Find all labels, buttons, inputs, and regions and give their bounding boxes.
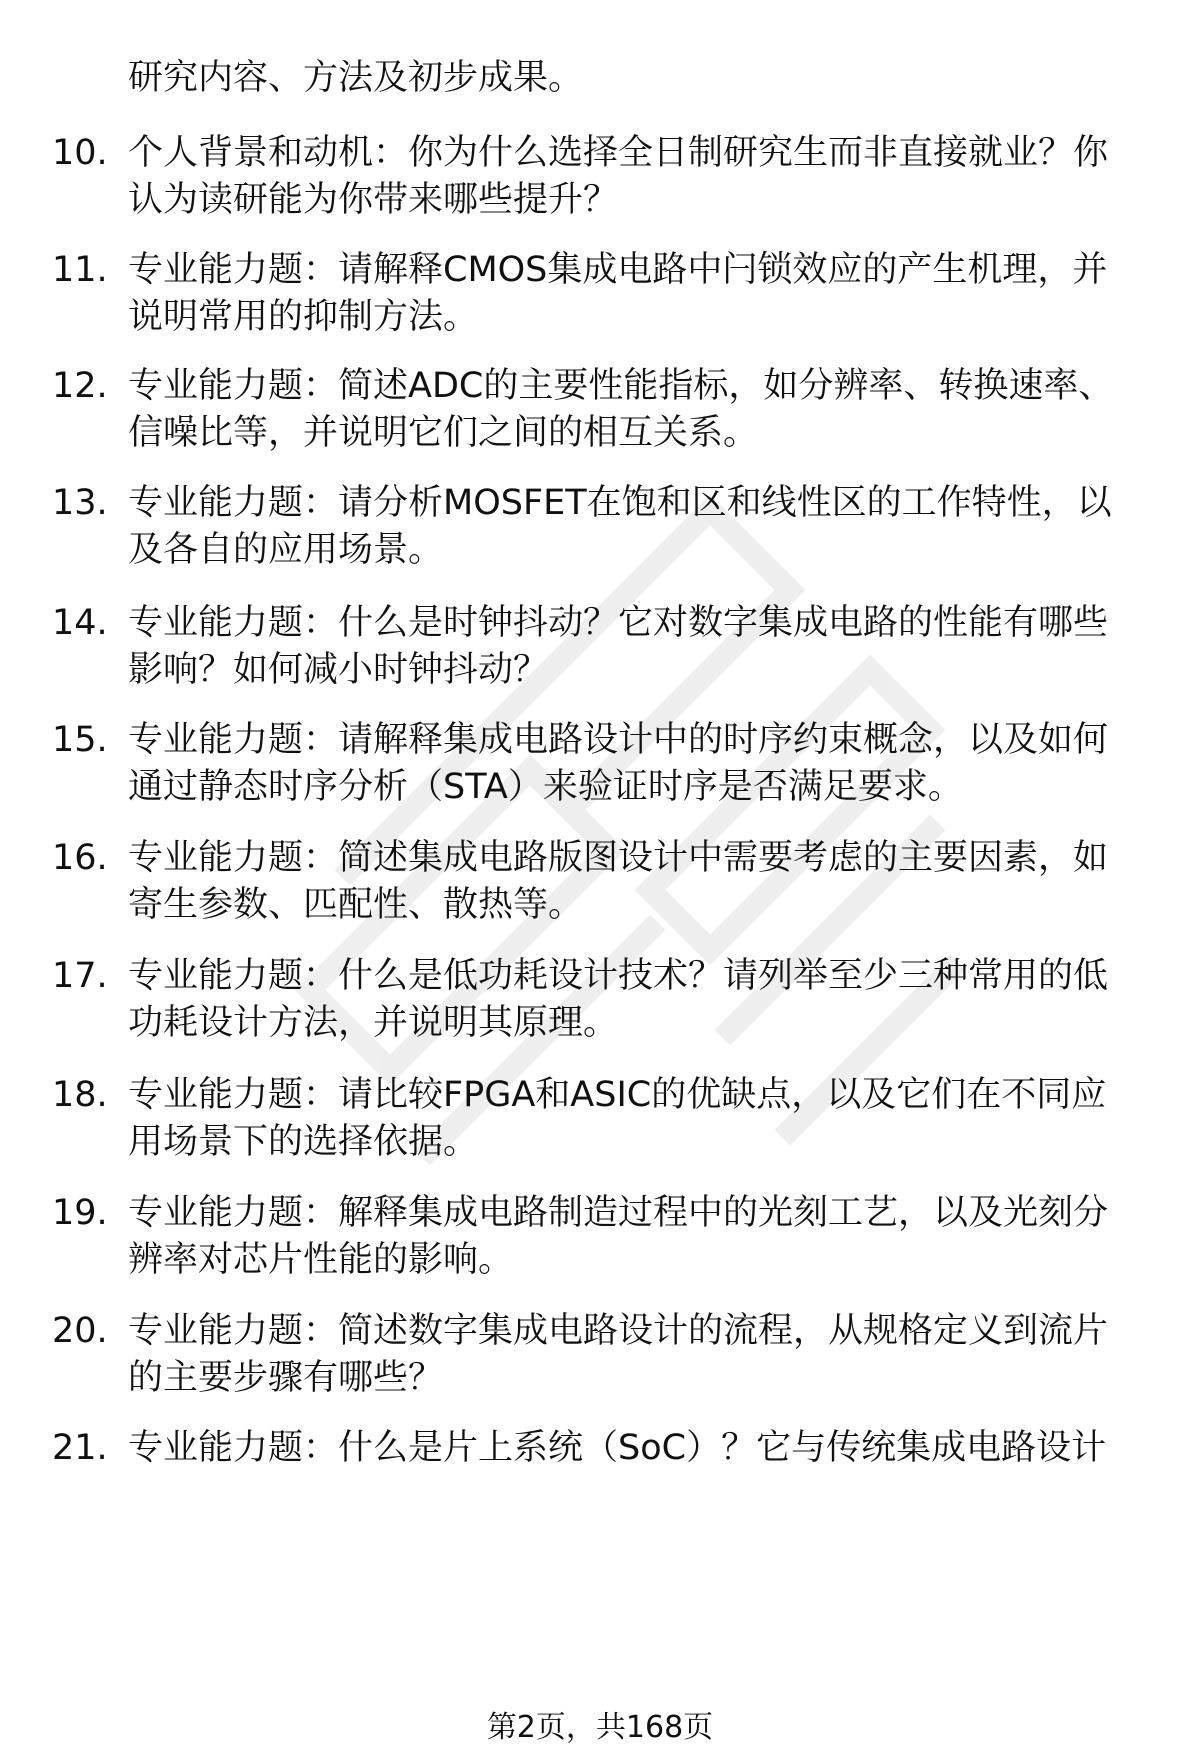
item-number: 15. (52, 720, 108, 760)
item-text-line2: 的主要步骤有哪些？ (128, 1358, 444, 1398)
item-text-line1: 个人背景和动机：你为什么选择全日制研究生而非直接就业？你 (128, 133, 1109, 173)
item-text-line1: 专业能力题：请解释CMOS集成电路中闩锁效应的产生机理，并 (128, 250, 1108, 290)
item-number: 21. (52, 1428, 108, 1468)
item-number: 13. (52, 483, 108, 523)
item-text-line1: 专业能力题：请分析MOSFET在饱和区和线性区的工作特性，以 (128, 483, 1112, 523)
item-text-line2: 用场景下的选择依据。 (128, 1122, 479, 1162)
item-text-line1: 专业能力题：解释集成电路制造过程中的光刻工艺，以及光刻分 (128, 1193, 1109, 1233)
item-text-line1: 专业能力题：什么是时钟抖动？它对数字集成电路的性能有哪些 (128, 603, 1109, 643)
item-number: 14. (52, 603, 108, 643)
item-text-line2: 通过静态时序分析（STA）来验证时序是否满足要求。 (128, 767, 963, 807)
item-text-line2: 功耗设计方法，并说明其原理。 (128, 1003, 619, 1043)
item-number: 10. (52, 133, 108, 173)
continuation-text: 研究内容、方法及初步成果。 (128, 58, 584, 98)
item-text-line1: 专业能力题：请比较FPGA和ASIC的优缺点，以及它们在不同应 (128, 1075, 1107, 1115)
item-text-line1: 专业能力题：什么是片上系统（SoC）？它与传统集成电路设计 (128, 1428, 1107, 1468)
item-number: 16. (52, 838, 108, 878)
item-number: 12. (52, 366, 108, 406)
item-number: 19. (52, 1193, 108, 1233)
item-text-line1: 专业能力题：请解释集成电路设计中的时序约束概念，以及如何 (128, 720, 1109, 760)
page-number-label: 第2页，共168页 (486, 1710, 714, 1745)
item-text-line2: 及各自的应用场景。 (128, 530, 444, 570)
item-text-line2: 寄生参数、匹配性、散热等。 (128, 885, 584, 925)
item-number: 17. (52, 956, 108, 996)
item-text-line2: 辨率对芯片性能的影响。 (128, 1240, 514, 1280)
page-footer (0, 1708, 1200, 1748)
item-number: 18. (52, 1075, 108, 1115)
item-number: 11. (52, 250, 108, 290)
item-text-line1: 专业能力题：简述ADC的主要性能指标，如分辨率、转换速率、 (128, 366, 1114, 406)
item-text-line2: 认为读研能为你带来哪些提升？ (128, 180, 619, 220)
item-text-line2: 信噪比等，并说明它们之间的相互关系。 (128, 413, 759, 453)
item-text-line2: 说明常用的抑制方法。 (128, 297, 479, 337)
item-text-line1: 专业能力题：什么是低功耗设计技术？请列举至少三种常用的低 (128, 956, 1109, 996)
item-text-line2: 影响？如何减小时钟抖动？ (128, 650, 549, 690)
item-text-line1: 专业能力题：简述数字集成电路设计的流程，从规格定义到流片 (128, 1311, 1109, 1351)
item-text-line1: 专业能力题：简述集成电路版图设计中需要考虑的主要因素，如 (128, 838, 1109, 878)
item-number: 20. (52, 1311, 108, 1351)
